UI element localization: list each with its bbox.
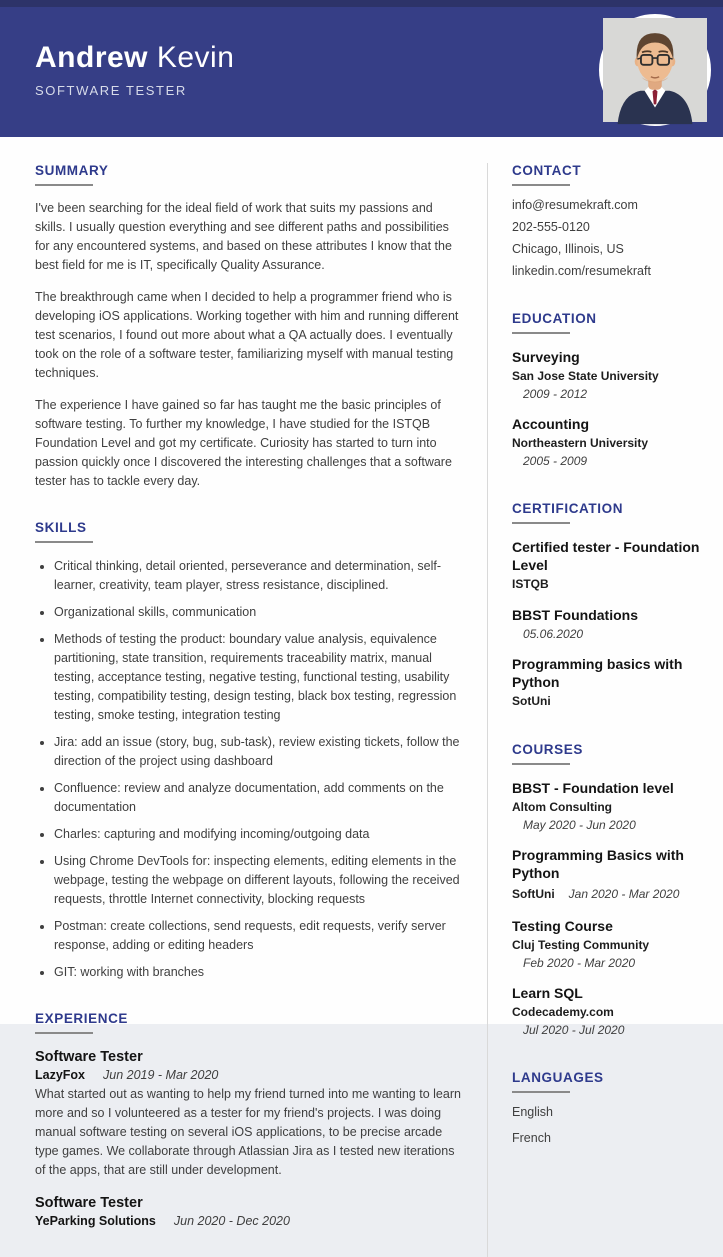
job-title: SOFTWARE TESTER: [35, 82, 187, 98]
skills-list: [35, 557, 461, 982]
course-entry: [512, 846, 700, 903]
contact-location: Chicago, Illinois, US: [512, 242, 624, 256]
course-dates: May 2020 - Jun 2020: [523, 818, 636, 832]
course-title: Learn SQL: [512, 985, 583, 1001]
summary-paragraph: I've been searching for the ideal field of work that suits my passions and skills. I usually question everything and see different paths and possibilities for any encountered systems, and based on these attributes I know that the best field for me is IT, specifically Quality Assurance.: [35, 201, 452, 272]
education-heading: EDUCATION: [512, 311, 700, 334]
certification-entry: [512, 538, 700, 592]
person-first-name: Andrew: [35, 40, 149, 74]
skill-item: • Confluence: review and analyze documentation, add comments on the documentation: [54, 779, 461, 817]
experience-dates: Jun 2019 - Mar 2020: [103, 1068, 219, 1082]
experience-job-title: Software Tester: [35, 1195, 143, 1211]
summary-paragraph: The breakthrough came when I decided to help a programmer friend who is developing iOS applications. Working together with him and running different test scenarios, I found out more about what a QA actually does. I eventually took on the role of a software tester, familiarizing myself with manual testing techniques.: [35, 290, 459, 380]
summary-paragraph: The experience I have gained so far has taught me the basic principles of software testing. To further my knowledge, I have studied for the ISTQB Foundation Level and got my certificate. Curiosity has started to turn into passion quickly once I discovered the interesting challenges that a software tester has to tackle every day.: [35, 398, 452, 488]
education-entry: [512, 348, 700, 401]
skills-section: [35, 520, 461, 982]
education-degree: Surveying: [512, 349, 580, 365]
courses-heading: COURSES: [512, 742, 700, 765]
course-title: Programming Basics with Python: [512, 847, 684, 881]
certification-heading: CERTIFICATION: [512, 501, 700, 524]
contact-list: [512, 198, 700, 278]
experience-section: [35, 1011, 461, 1228]
summary-heading: SUMMARY: [35, 163, 461, 186]
languages-section: [512, 1070, 700, 1145]
experience-entry: [35, 1049, 461, 1180]
contact-linkedin: linkedin.com/resumekraft: [512, 264, 651, 278]
skill-item: • Critical thinking, detail oriented, perseverance and determination, self-learner, creativity, team player, stress resistance, disciplined.: [54, 557, 461, 595]
course-entry: [512, 779, 700, 832]
profile-photo-illustration: [603, 18, 707, 122]
certification-title: Certified tester - Foundation Level: [512, 539, 700, 573]
language-item: French: [512, 1131, 551, 1145]
skill-item: • Charles: capturing and modifying incoming/outgoing data: [54, 825, 461, 844]
summary-section: [35, 163, 461, 491]
languages-heading: LANGUAGES: [512, 1070, 700, 1093]
language-item: English: [512, 1105, 553, 1119]
certification-entry: [512, 606, 700, 641]
course-entry: [512, 917, 700, 970]
contact-heading: CONTACT: [512, 163, 700, 186]
person-last-name: Kevin: [156, 40, 235, 74]
skill-item: • Postman: create collections, send requests, edit requests, verify server response, adding or editing headers: [54, 917, 461, 955]
course-dates: Jan 2020 - Mar 2020: [568, 887, 680, 901]
skill-item: • Methods of testing the product: boundary value analysis, equivalence partitioning, state transition, requirements traceability matrix, manual testing, acceptance testing, negative testing, functional testing, usability testing, compatibility testing, design testing, black box testing, regression testing, smoke testing, integration testing: [54, 630, 461, 725]
course-org: Cluj Testing Community: [512, 938, 650, 952]
certification-org: ISTQB: [512, 577, 549, 591]
course-title: BBST - Foundation level: [512, 780, 674, 796]
certification-entry: [512, 655, 700, 709]
course-org: Codecademy.com: [512, 1005, 614, 1019]
contact-section: [512, 163, 700, 278]
education-degree: Accounting: [512, 416, 589, 432]
course-org: Altom Consulting: [512, 800, 612, 814]
resume-header: [0, 0, 723, 137]
person-name: [35, 41, 234, 74]
courses-section: [512, 742, 700, 1037]
course-entry: [512, 984, 700, 1037]
course-dates: Feb 2020 - Mar 2020: [523, 956, 636, 970]
profile-photo: [599, 14, 711, 126]
experience-company: LazyFox: [35, 1068, 86, 1082]
experience-dates: Jun 2020 - Dec 2020: [173, 1214, 290, 1228]
contact-email: info@resumekraft.com: [512, 198, 638, 212]
course-title: Testing Course: [512, 918, 613, 934]
education-entry: [512, 415, 700, 468]
course-org: SoftUni: [512, 887, 555, 901]
certification-title: Programming basics with Python: [512, 656, 683, 690]
experience-meta: [35, 1068, 461, 1082]
certification-title: BBST Foundations: [512, 607, 638, 623]
experience-job-title: Software Tester: [35, 1049, 143, 1065]
skill-item: • Using Chrome DevTools for: inspecting elements, editing elements in the webpage, testing the webpage on different layouts, following the received requests, throttle Internet connectivity, blocking requests: [54, 852, 461, 909]
education-school: Northeastern University: [512, 436, 649, 450]
experience-description: What started out as wanting to help my friend turned into me wanting to learn more and so I volunteered as a tester for my friend's projects. I was doing manual software testing on several iOS applications, to be precise arcade type games. We collaborate through Atlassian Jira as I tested new iterations of the apps, that are still under development.: [35, 1087, 461, 1177]
experience-entry: [35, 1195, 461, 1228]
course-dates: Jul 2020 - Jul 2020: [523, 1023, 625, 1037]
education-section: [512, 311, 700, 468]
education-dates: 2009 - 2012: [523, 387, 588, 401]
course-meta: [512, 885, 700, 903]
skill-item: • GIT: working with branches: [54, 963, 461, 982]
experience-company: YeParking Solutions: [35, 1214, 156, 1228]
education-dates: 2005 - 2009: [523, 454, 588, 468]
certification-section: [512, 501, 700, 709]
education-school: San Jose State University: [512, 369, 659, 383]
experience-meta: [35, 1214, 461, 1228]
skill-item: • Jira: add an issue (story, bug, sub-task), review existing tickets, follow the direction of the project using dashboard: [54, 733, 461, 771]
sidebar-column: [487, 163, 700, 1257]
certification-org: SotUni: [512, 694, 551, 708]
content-area: [0, 137, 723, 1257]
languages-list: [512, 1105, 700, 1145]
skills-heading: SKILLS: [35, 520, 461, 543]
contact-phone: 202-555-0120: [512, 220, 590, 234]
main-column: [35, 163, 461, 1257]
experience-heading: EXPERIENCE: [35, 1011, 461, 1034]
skill-item: • Organizational skills, communication: [54, 603, 461, 622]
certification-dates: 05.06.2020: [523, 627, 584, 641]
header-text-block: [35, 41, 234, 98]
